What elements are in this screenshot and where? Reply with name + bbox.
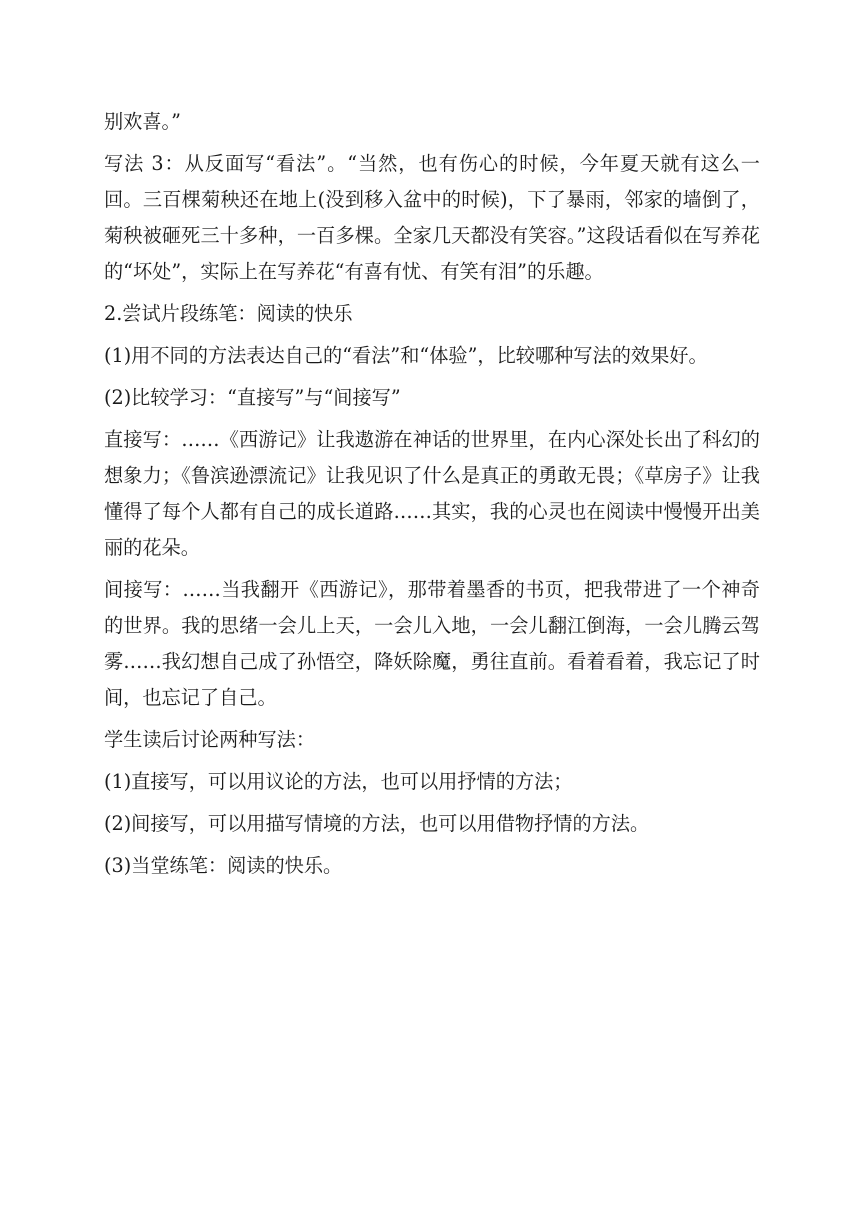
paragraph-step-2: (2)比较学习：“直接写”与“间接写” (104, 386, 401, 409)
paragraph-discussion-point-3: (3)当堂练笔：阅读的快乐。 (104, 854, 343, 877)
paragraph-indirect-writing: 间接写：……当我翻开《西游记》，那带着墨香的书页，把我带进了一个神奇的世界。我的思绪一会儿上天，一会儿入地，一会儿翻江倒海，一会儿腾云驾雾……我幻想自己成了孙悟空，降妖除魔，勇往直前。看着看着，我忘记了时间，也忘记了自己。 (104, 578, 760, 709)
paragraph-direct-writing: 直接写：……《西游记》让我遨游在神话的世界里，在内心深处长出了科幻的想象力；《鲁滨逊漂流记》让我见识了什么是真正的勇敢无畏；《草房子》让我懂得了每个人都有自己的成长道路……其实，我的心灵也在阅读中慢慢开出美丽的花朵。 (104, 428, 760, 559)
paragraph-discussion-intro: 学生读后讨论两种写法： (104, 728, 316, 751)
paragraph-step-1: (1)用不同的方法表达自己的“看法”和“体验”，比较哪种写法的效果好。 (104, 344, 708, 367)
paragraph-section-2-heading: 2.尝试片段练笔：阅读的快乐 (104, 302, 353, 325)
document-page (104, 104, 760, 884)
paragraph-discussion-point-2: (2)间接写，可以用描写情境的方法，也可以用借物抒情的方法。 (104, 812, 650, 835)
paragraph-method-3: 写法 3：从反面写“看法”。“当然，也有伤心的时候，今年夏天就有这么一回。三百棵菊秧还在地上(没到移入盆中的时候)，下了暴雨，邻家的墙倒了，菊秧被砸死三十多种，一百多棵。全家几天都没有笑容。”这段话看似在写养花的“坏处”，实际上在写养花“有喜有忧、有笑有泪”的乐趣。 (104, 152, 760, 283)
paragraph-continuation: 别欢喜。” (104, 110, 181, 133)
paragraph-discussion-point-1: (1)直接写，可以用议论的方法，也可以用抒情的方法； (104, 770, 573, 793)
